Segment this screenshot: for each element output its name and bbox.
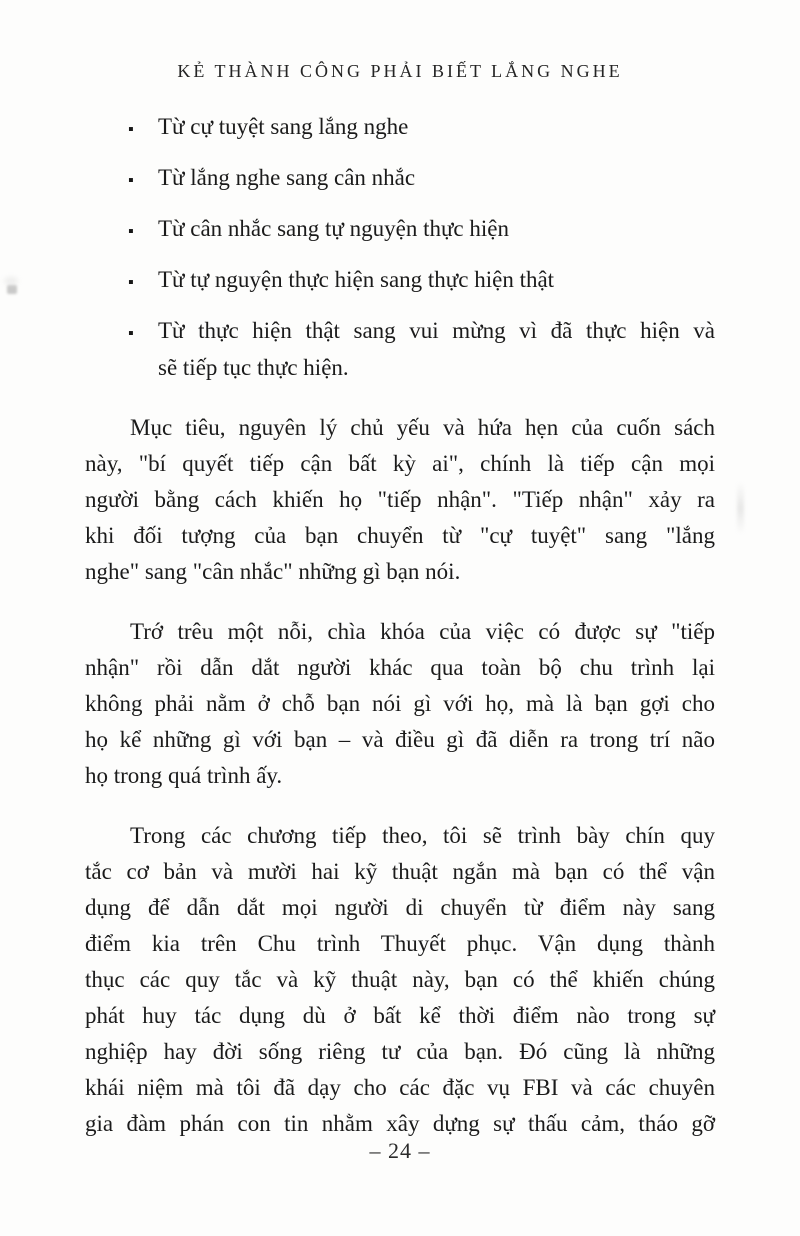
scan-artifact-smudge — [737, 482, 744, 534]
paragraph-line: Mục tiêu, nguyên lý chủ yếu và hứa hẹn của cuốn sách — [130, 415, 715, 440]
page-content — [85, 108, 715, 1142]
scan-artifact-dot — [7, 285, 17, 294]
paragraph-line: thục các quy tắc và kỹ thuật này, bạn có thể khiến chúng — [85, 967, 715, 992]
bullet-item-text: Từ lắng nghe sang cân nhắc — [158, 165, 416, 190]
paragraph-line: dụng để dẫn dắt mọi người di chuyển từ điểm này sang — [85, 895, 715, 920]
paragraph-line: nghe" sang "cân nhắc" những gì bạn nói. — [85, 559, 461, 584]
paragraph-line: người bằng cách khiến họ "tiếp nhận". "Tiếp nhận" xảy ra — [85, 487, 715, 512]
bullet-item — [85, 312, 715, 386]
square-bullet-icon: ▪ — [128, 223, 134, 240]
bullet-item-text: sẽ tiếp tục thực hiện. — [158, 355, 349, 380]
paragraph-line: khái niệm mà tôi đã dạy cho các đặc vụ FBI và các chuyên — [85, 1075, 715, 1100]
bullet-item-text: Từ tự nguyện thực hiện sang thực hiện thật — [158, 267, 555, 292]
bullet-item-text: Từ thực hiện thật sang vui mừng vì đã thực hiện và — [158, 318, 715, 343]
paragraph-line: gia đàm phán con tin nhằm xây dựng sự thấu cảm, tháo gỡ — [85, 1111, 715, 1136]
paragraph-line: điểm kia trên Chu trình Thuyết phục. Vận dụng thành — [85, 931, 715, 956]
bullet-item — [85, 261, 715, 298]
paragraph-line: khi đối tượng của bạn chuyển từ "cự tuyệt" sang "lắng — [85, 523, 715, 548]
bullet-list — [85, 108, 715, 386]
square-bullet-icon: ▪ — [128, 172, 134, 189]
paragraph-line: nghiệp hay đời sống riêng tư của bạn. Đó cũng là những — [85, 1039, 715, 1064]
running-header: KẺ THÀNH CÔNG PHẢI BIẾT LẮNG NGHE — [177, 61, 623, 81]
paragraph-line: nhận" rồi dẫn dắt người khác qua toàn bộ chu trình lại — [85, 655, 715, 680]
paragraph-line: họ trong quá trình ấy. — [85, 763, 283, 788]
paragraph-line: Trớ trêu một nỗi, chìa khóa của việc có được sự "tiếp — [130, 619, 715, 644]
square-bullet-icon: ▪ — [128, 121, 134, 138]
paragraph — [85, 410, 715, 590]
paragraph-line: không phải nằm ở chỗ bạn nói gì với họ, mà là bạn gợi cho — [85, 691, 715, 716]
bullet-item-text: Từ cự tuyệt sang lắng nghe — [158, 114, 409, 139]
paragraph — [85, 614, 715, 794]
paragraph-line: phát huy tác dụng dù ở bất kể thời điểm nào trong sự — [85, 1003, 715, 1028]
bullet-item — [85, 159, 715, 196]
paragraph-line: tắc cơ bản và mười hai kỹ thuật ngắn mà bạn có thể vận — [85, 859, 715, 884]
paragraph-line: này, "bí quyết tiếp cận bất kỳ ai", chính là tiếp cận mọi — [85, 451, 715, 476]
paragraph-line: Trong các chương tiếp theo, tôi sẽ trình bày chín quy — [130, 823, 715, 848]
paragraph — [85, 818, 715, 1142]
paragraph-line: họ kể những gì với bạn – và điều gì đã diễn ra trong trí não — [85, 727, 715, 752]
bullet-item — [85, 108, 715, 145]
square-bullet-icon: ▪ — [128, 274, 134, 291]
square-bullet-icon: ▪ — [128, 325, 134, 342]
page-number: – 24 – — [369, 1138, 431, 1163]
bullet-item — [85, 210, 715, 247]
bullet-item-text: Từ cân nhắc sang tự nguyện thực hiện — [158, 216, 509, 241]
